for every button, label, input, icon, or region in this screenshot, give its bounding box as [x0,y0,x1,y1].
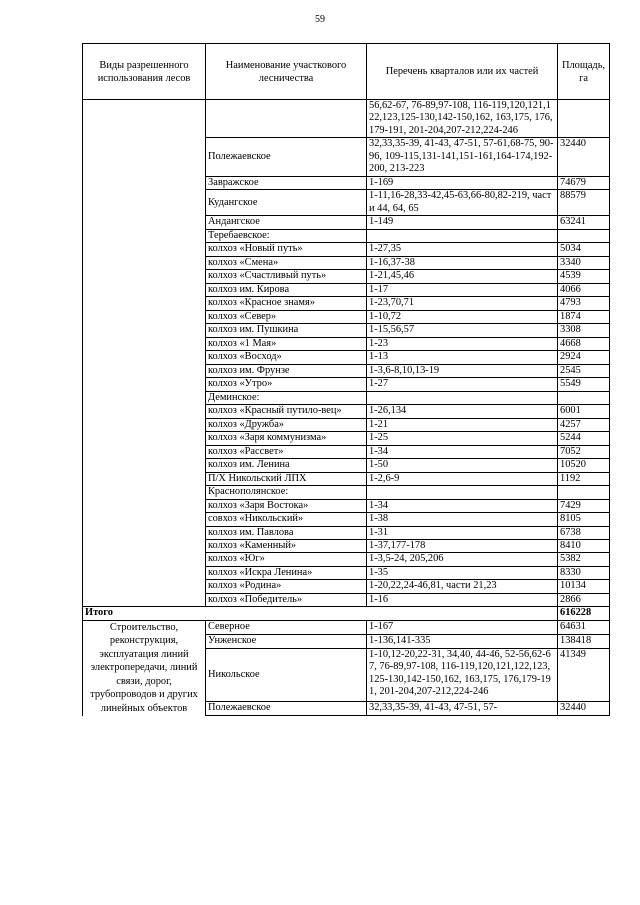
forestry-name: колхоз «Утро» [206,378,367,391]
area-value: 6738 [558,526,610,539]
forestry-name: колхоз «Счастливый путь» [206,270,367,283]
table-header-row [83,44,610,100]
quarters-list [367,229,558,242]
use-type-cell [83,100,206,607]
area-value: 63241 [558,216,610,229]
forestry-name: колхоз «Рассвет» [206,445,367,458]
forestry-name: колхоз «Север» [206,310,367,323]
area-value: 4539 [558,270,610,283]
forestry-name: колхоз «Победитель» [206,593,367,606]
area-value [558,391,610,404]
quarters-list: 1-26,134 [367,405,558,418]
area-value: 2866 [558,593,610,606]
area-value: 7052 [558,445,610,458]
forestry-name: колхоз «Смена» [206,256,367,269]
quarters-list: 1-167 [367,620,558,634]
quarters-list: 1-15,56,57 [367,324,558,337]
forest-use-table [82,43,610,716]
forestry-name: Никольское [206,648,367,701]
forestry-name: колхоз им. Фрунзе [206,364,367,377]
area-value: 88579 [558,190,610,216]
quarters-list: 56,62-67, 76-89,97-108, 116-119,120,121,122,123,125-130,142-150,162, 163,175, 176,179-191, 201-204,207-212,224-246 [367,100,558,138]
forestry-name: Теребаевское: [206,229,367,242]
quarters-list: 1-2,6-9 [367,472,558,485]
forestry-name: колхоз «Родина» [206,580,367,593]
quarters-list: 1-23 [367,337,558,350]
quarters-list: 1-149 [367,216,558,229]
forestry-name: Северное [206,620,367,634]
forestry-name: Полежаевское [206,138,367,176]
quarters-list: 32,33,35-39, 41-43, 47-51, 57- [367,701,558,715]
quarters-list: 1-17 [367,283,558,296]
section2-body [83,620,610,715]
quarters-list: 1-13 [367,351,558,364]
area-value: 138418 [558,634,610,648]
area-value: 6001 [558,405,610,418]
quarters-list: 1-37,177-178 [367,539,558,552]
area-value: 64631 [558,620,610,634]
forestry-name: Кудангское [206,190,367,216]
forestry-name: колхоз «Дружба» [206,418,367,431]
forestry-name [206,100,367,138]
forestry-name: колхоз «1 Мая» [206,337,367,350]
quarters-list: 1-25 [367,432,558,445]
table-row [83,620,610,634]
header-forestry: Наименование участкового лесничества [206,44,367,100]
forestry-name: Деминское: [206,391,367,404]
area-value: 3340 [558,256,610,269]
forestry-name: колхоз «Искра Ленина» [206,566,367,579]
forestry-name: колхоз им. Кирова [206,283,367,296]
forestry-name: совхоз «Никольский» [206,513,367,526]
forestry-name: колхоз «Новый путь» [206,243,367,256]
quarters-list: 1-38 [367,513,558,526]
area-value: 2924 [558,351,610,364]
area-value: 5244 [558,432,610,445]
area-value: 5549 [558,378,610,391]
forestry-name: П/Х Никольский ЛПХ [206,472,367,485]
use-type-cell: Строительство, реконструкция, эксплуатация линий электропередачи, линий связи, дорог, трубопроводов и других линейных объектов [83,620,206,715]
area-value: 2545 [558,364,610,377]
header-quarters: Перечень кварталов или их частей [367,44,558,100]
header-use-type: Виды разрешенного использования лесов [83,44,206,100]
quarters-list: 1-50 [367,459,558,472]
quarters-list: 1-11,16-28,33-42,45-63,66-80,82-219, части 44, 64, 65 [367,190,558,216]
area-value: 3308 [558,324,610,337]
quarters-list: 1-21,45,46 [367,270,558,283]
area-value [558,229,610,242]
forestry-name: колхоз «Каменный» [206,539,367,552]
quarters-list: 1-169 [367,176,558,189]
area-value: 7429 [558,499,610,512]
area-value: 4066 [558,283,610,296]
total-area: 616228 [558,607,610,620]
area-value: 1192 [558,472,610,485]
forestry-name: Андангское [206,216,367,229]
quarters-list [367,391,558,404]
quarters-list: 1-34 [367,499,558,512]
forestry-name: колхоз им. Пушкина [206,324,367,337]
total-label: Итого [83,607,558,620]
quarters-list [367,486,558,499]
table-row [83,100,610,138]
area-value: 32440 [558,701,610,715]
area-value: 4668 [558,337,610,350]
forestry-name: колхоз им. Павлова [206,526,367,539]
quarters-list: 1-20,22,24-46,81, части 21,23 [367,580,558,593]
forestry-name: колхоз «Заря Востока» [206,499,367,512]
forestry-name: Унженское [206,634,367,648]
area-value: 5382 [558,553,610,566]
area-value: 74679 [558,176,610,189]
section1-body [83,100,610,607]
forestry-name: колхоз «Юг» [206,553,367,566]
quarters-list: 1-3,6-8,10,13-19 [367,364,558,377]
quarters-list: 1-16,37-38 [367,256,558,269]
quarters-list: 1-3,5-24, 205,206 [367,553,558,566]
area-value: 5034 [558,243,610,256]
quarters-list: 1-10,72 [367,310,558,323]
area-value: 10520 [558,459,610,472]
area-value: 4257 [558,418,610,431]
area-value: 8410 [558,539,610,552]
area-value [558,100,610,138]
area-value: 32440 [558,138,610,176]
page-number: 59 [315,14,325,25]
area-value [558,486,610,499]
quarters-list: 1-27,35 [367,243,558,256]
quarters-list: 1-136,141-335 [367,634,558,648]
quarters-list: 1-10,12-20,22-31, 34,40, 44-46, 52-56,62-67, 76-89,97-108, 116-119,120,121,122,123,125-130,142-150,162, 163,175, 176,179-191, 201-204,207-212,224-246 [367,648,558,701]
forestry-name: Краснополянское: [206,486,367,499]
area-value: 1874 [558,310,610,323]
forestry-name: Полежаевское [206,701,367,715]
forestry-name: колхоз «Красный путило-вец» [206,405,367,418]
quarters-list: 1-21 [367,418,558,431]
forestry-name: колхоз им. Ленина [206,459,367,472]
area-value: 8330 [558,566,610,579]
quarters-list: 1-27 [367,378,558,391]
quarters-list: 1-23,70,71 [367,297,558,310]
total-row [83,607,610,620]
quarters-list: 1-16 [367,593,558,606]
quarters-list: 1-31 [367,526,558,539]
quarters-list: 1-34 [367,445,558,458]
forestry-name: колхоз «Заря коммунизма» [206,432,367,445]
header-area: Площадь, га [558,44,610,100]
area-value: 4793 [558,297,610,310]
forestry-name: колхоз «Красное знамя» [206,297,367,310]
quarters-list: 1-35 [367,566,558,579]
quarters-list: 32,33,35-39, 41-43, 47-51, 57-61,68-75, 90-96, 109-115,131-141,151-161,164-174,192-200, 213-223 [367,138,558,176]
forestry-name: Завражское [206,176,367,189]
area-value: 41349 [558,648,610,701]
area-value: 8105 [558,513,610,526]
forestry-name: колхоз «Восход» [206,351,367,364]
area-value: 10134 [558,580,610,593]
